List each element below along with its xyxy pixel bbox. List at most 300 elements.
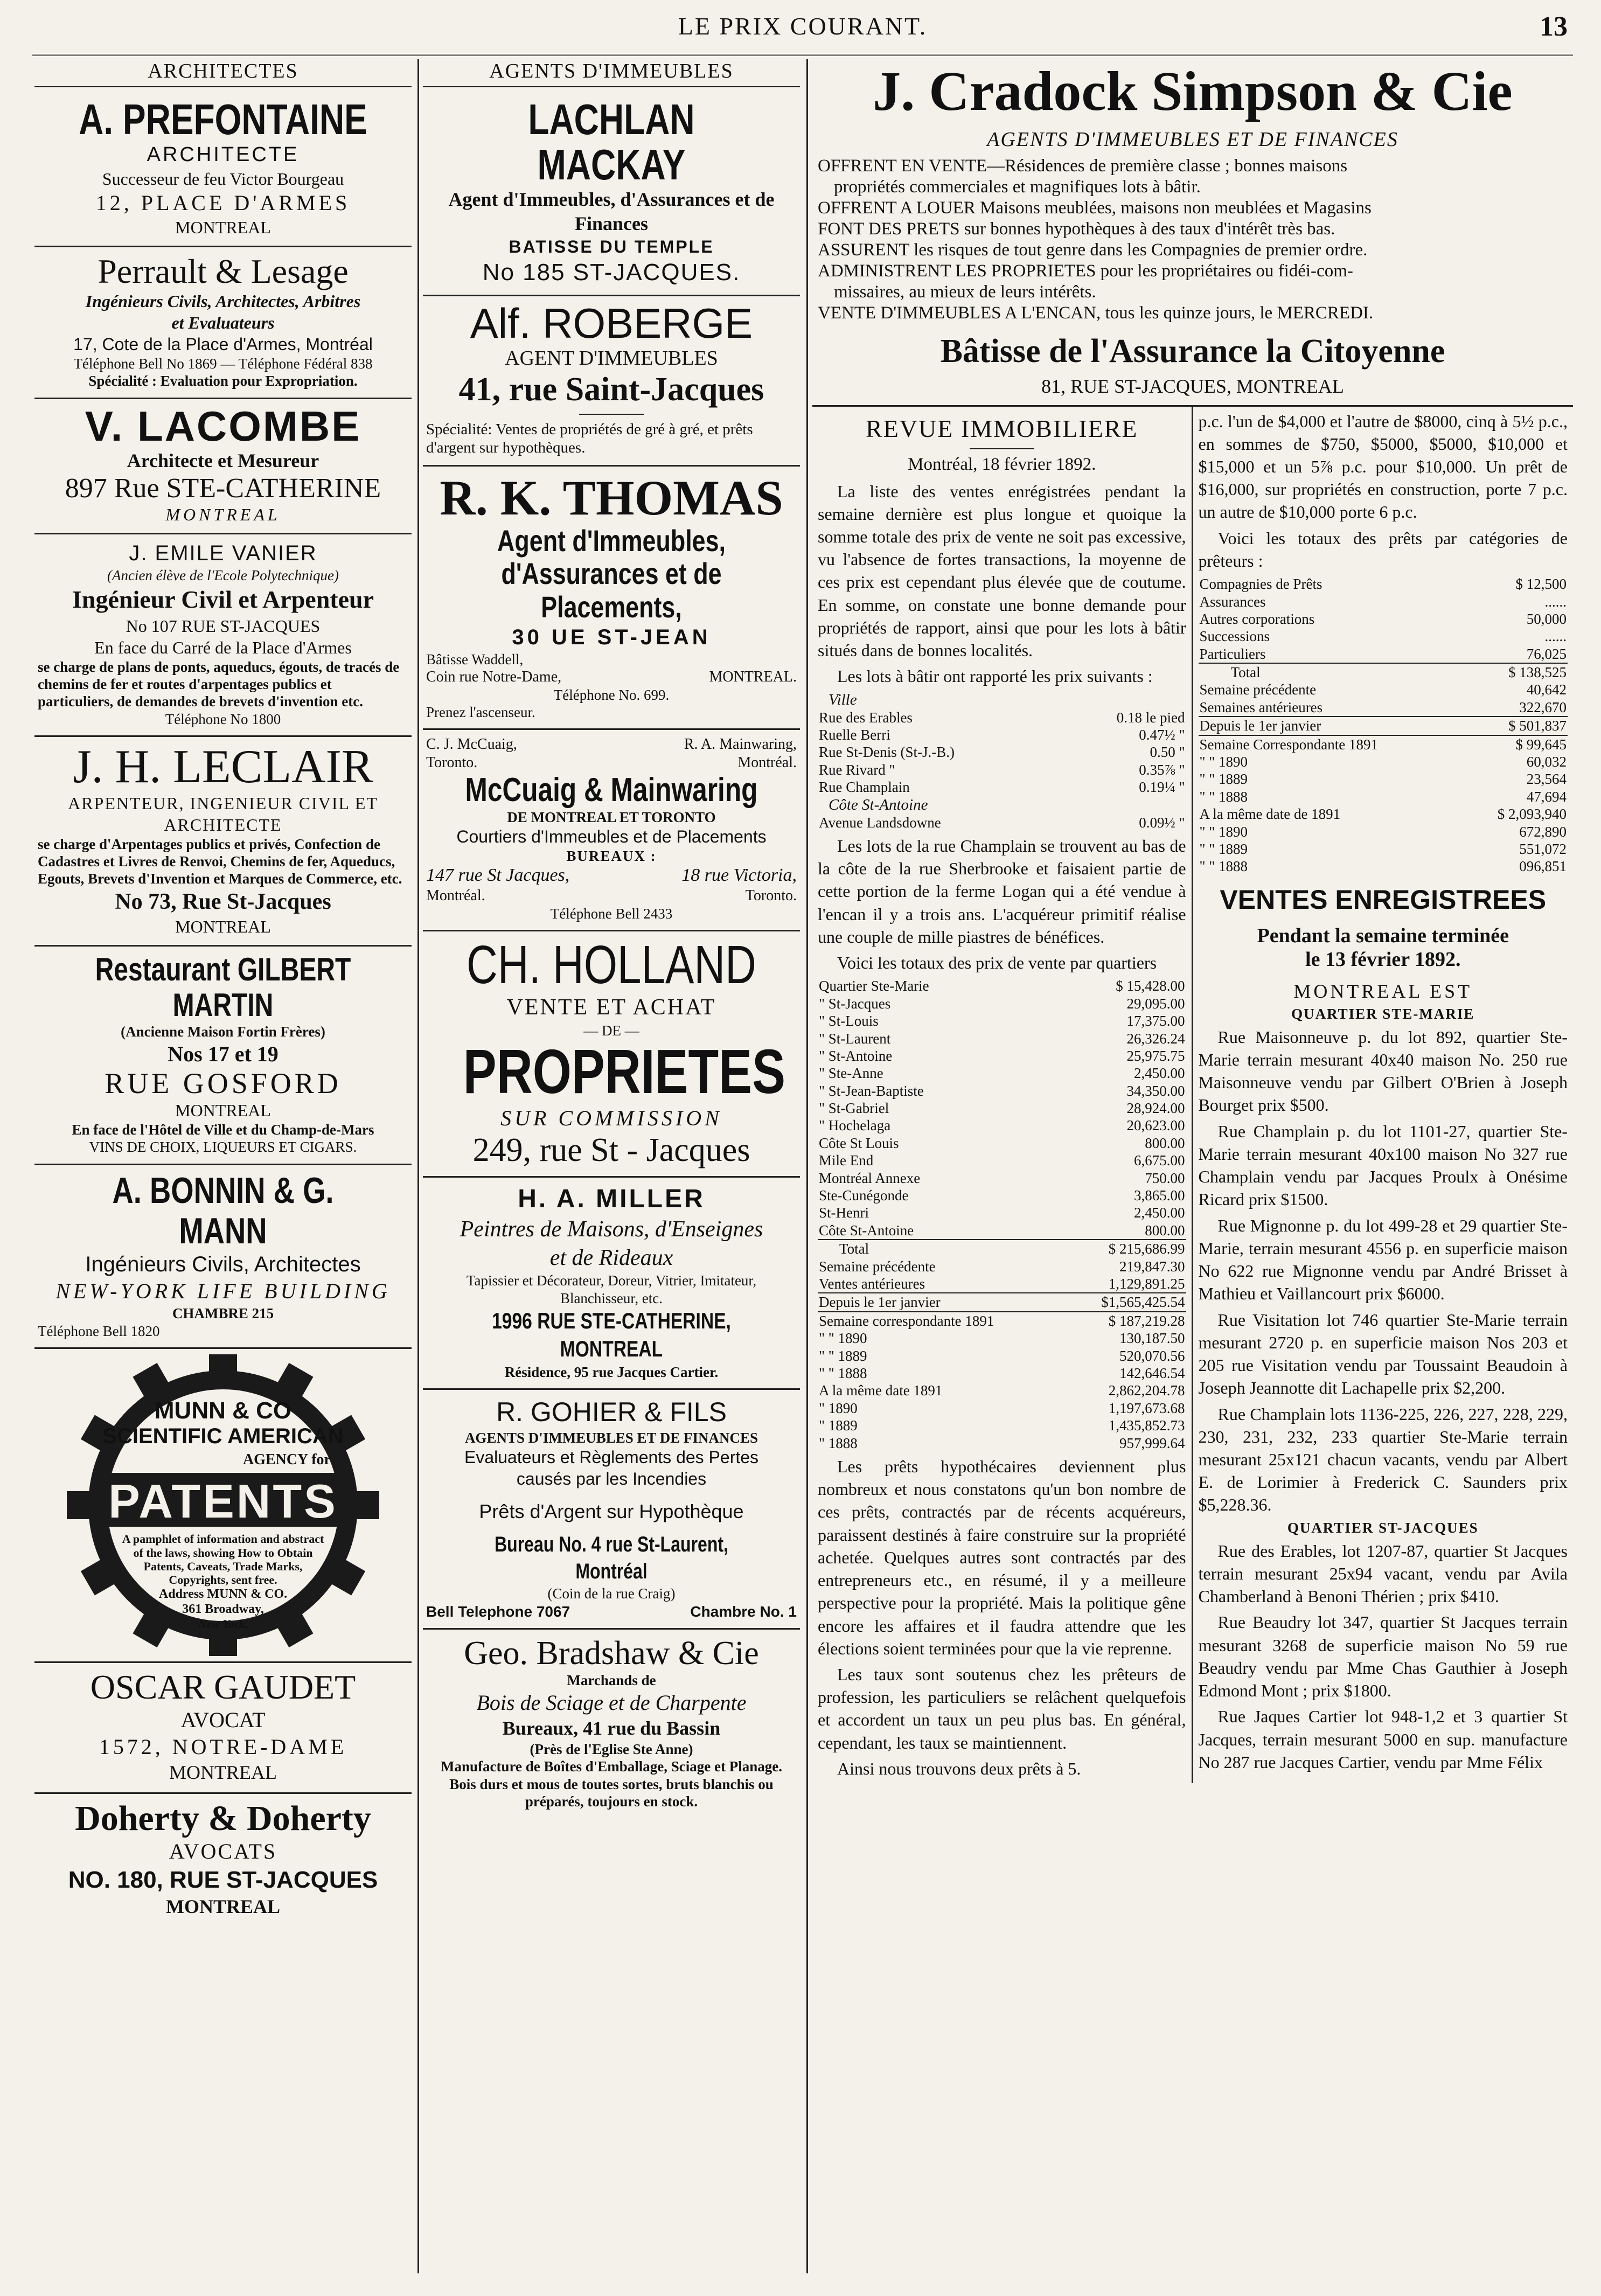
ad-text: — DE — bbox=[583, 1022, 639, 1039]
table-row bbox=[818, 1222, 1186, 1240]
ad-row bbox=[426, 865, 797, 887]
munn-address: 361 Broadway, bbox=[182, 1602, 264, 1617]
ad-text: Coin rue Notre-Dame, bbox=[426, 668, 562, 685]
ad-role: AGENTS D'IMMEUBLES ET DE FINANCES bbox=[464, 1429, 758, 1446]
row-label: " " 1888 bbox=[1199, 788, 1248, 805]
table-row bbox=[1199, 575, 1568, 593]
ad-role: AGENT D'IMMEUBLES bbox=[505, 346, 718, 370]
ad-note: (Ancien élève de l'Ecole Polytechnique) bbox=[107, 567, 339, 583]
ad-address: 12, PLACE D'ARMES bbox=[95, 190, 351, 215]
row-value: 3,865.00 bbox=[1134, 1187, 1185, 1204]
row-value: 60,032 bbox=[1526, 754, 1567, 770]
ad-vanier bbox=[34, 534, 412, 737]
table-row bbox=[1199, 788, 1568, 805]
row-label: " " 1889 bbox=[1199, 771, 1248, 788]
ad-phone: Téléphone Bell 1820 bbox=[38, 1323, 160, 1339]
section-heading: ARCHITECTES bbox=[34, 59, 412, 87]
ad-city: MONTREAL bbox=[175, 917, 271, 937]
table-row bbox=[818, 1030, 1186, 1047]
ad-address: Bureau No. 4 rue St-Laurent, Montréal bbox=[495, 1533, 728, 1584]
table-row bbox=[818, 1082, 1186, 1100]
ad-text: En face du Carré de la Place d'Armes bbox=[94, 637, 352, 657]
ad-address: 17, Cote de la Place d'Armes, Montréal bbox=[73, 334, 373, 354]
ad-building: Bâtisse de l'Assurance la Citoyenne bbox=[940, 332, 1445, 370]
row-value: 50,000 bbox=[1526, 610, 1567, 627]
row-label: " St-Gabriel bbox=[819, 1100, 889, 1117]
table-row bbox=[818, 1435, 1186, 1452]
ad-name: Restaurant GILBERT MARTIN bbox=[95, 951, 351, 1024]
row-label: Montréal Annexe bbox=[819, 1170, 921, 1186]
row-value: 26,326.24 bbox=[1126, 1030, 1185, 1047]
table-row bbox=[1199, 716, 1568, 735]
column-rule bbox=[417, 59, 419, 2273]
sale-entry: Rue Beaudry lot 347, quartier St Jacques terrain mesurant 3268 de superficie maison No 59 rue Beaudry vendu par Mme Chas Gauthier à Joseph Edmond Mont ; prix $1800. bbox=[1198, 1612, 1568, 1701]
ad-text: CHAMBRE 215 bbox=[172, 1305, 274, 1322]
ad-line: OFFRENT A LOUER Maisons meublées, maisons non meublées et Magasins bbox=[818, 198, 1372, 218]
ad-role: AVOCAT bbox=[180, 1707, 266, 1732]
ad-address: 1572, NOTRE-DAME bbox=[99, 1734, 347, 1759]
ad-row bbox=[426, 1603, 797, 1621]
row-value: $ 2,093,940 bbox=[1497, 806, 1567, 823]
row-label: Quartier Ste-Marie bbox=[819, 978, 929, 994]
table-row bbox=[818, 814, 1186, 831]
row-value: 750.00 bbox=[1145, 1170, 1185, 1186]
row-value: 0.35⅞ " bbox=[1139, 761, 1185, 778]
ad-text: Résidence, 95 rue Jacques Cartier. bbox=[504, 1363, 719, 1380]
row-label: Compagnies de Prêts bbox=[1199, 576, 1322, 593]
table-row bbox=[818, 1400, 1186, 1417]
sale-entry: Rue des Erables, lot 1207-87, quartier St Jacques terrain mesurant 25x94 vacant, vendu par Avila Chamberland à Benoni Thérien ; prix $410. bbox=[1198, 1541, 1568, 1606]
ad-gohier bbox=[423, 1390, 800, 1630]
ad-bonnin-mann bbox=[34, 1165, 412, 1349]
row-value: 23,564 bbox=[1526, 771, 1567, 788]
ad-line: VENTE D'IMMEUBLES A L'ENCAN, tous les quinze jours, le MERCREDI. bbox=[818, 303, 1374, 323]
row-value: $ 501,837 bbox=[1508, 718, 1567, 734]
ad-city: MONTREAL. bbox=[709, 668, 797, 685]
subtitle-line: Pendant la semaine terminée bbox=[1257, 924, 1509, 947]
ad-text: VINS DE CHOIX, LIQUEURS ET CIGARS. bbox=[89, 1139, 357, 1156]
ad-role: ARCHITECTE bbox=[164, 815, 282, 834]
table-row bbox=[818, 1258, 1186, 1275]
munn-top: MUNN & CO bbox=[154, 1397, 292, 1424]
article-title: REVUE IMMOBILIERE bbox=[866, 414, 1138, 442]
row-label: Assurances bbox=[1199, 593, 1266, 610]
row-value: $ 15,428.00 bbox=[1116, 978, 1185, 994]
ad-text: Toronto. bbox=[426, 754, 478, 771]
row-label: Semaine Correspondante 1891 bbox=[1199, 736, 1378, 753]
row-label: A la même date 1891 bbox=[819, 1382, 943, 1399]
row-label: Ste-Cunégonde bbox=[819, 1187, 909, 1204]
ad-name: J. EMILE VANIER bbox=[129, 541, 317, 565]
row-label: Côte St Louis bbox=[819, 1135, 899, 1151]
row-label: Semaine correspondante 1891 bbox=[819, 1312, 994, 1329]
ad-phone: Bell Telephone 7067 bbox=[426, 1603, 570, 1620]
row-value: 20,623.00 bbox=[1126, 1117, 1185, 1134]
sale-entry: Rue Champlain lots 1136-225, 226, 227, 228, 229, 230, 231, 232, 233 quartier Ste-Marie terrain mesurant 25x121 chacun vacants, vendu par Albert E. de Lorimier à Frederick C. Saunders prix $5,228.36. bbox=[1198, 1404, 1568, 1515]
row-value: 0.09½ " bbox=[1139, 814, 1185, 831]
ad-name: J. H. LECLAIR bbox=[73, 741, 373, 794]
row-value: 1,435,852.73 bbox=[1108, 1417, 1185, 1434]
table-row bbox=[818, 1347, 1186, 1365]
ad-role: et Evaluateurs bbox=[171, 312, 275, 332]
row-value: 29,095.00 bbox=[1126, 995, 1185, 1012]
munn-patents: PATENTS bbox=[108, 1474, 338, 1528]
ad-address: No 185 ST-JACQUES. bbox=[482, 259, 741, 286]
row-value: 1,129,891.25 bbox=[1108, 1276, 1185, 1292]
quartier-heading: QUARTIER STE-MARIE bbox=[1291, 1005, 1475, 1022]
munn-agency: AGENCY for bbox=[242, 1451, 331, 1469]
row-label: " St-Jean-Baptiste bbox=[819, 1082, 924, 1099]
ad-text: (Coin de la rue Craig) bbox=[547, 1585, 676, 1602]
ad-text: Prêts d'Argent sur Hypothèque bbox=[479, 1500, 744, 1523]
ad-address: 41, rue Saint-Jacques bbox=[458, 371, 764, 408]
row-value: 096,851 bbox=[1519, 858, 1567, 875]
ad-text: Successeur de feu Victor Bourgeau bbox=[102, 169, 344, 189]
row-label: Successions bbox=[1199, 628, 1270, 645]
ad-name: V. LACOMBE bbox=[85, 402, 361, 450]
ad-text: se charge de plans de ponts, aqueducs, égouts, de tracés de chemins de fer et routes d'arpentages publics et particuliers, de demandes de brevets d'invention etc. bbox=[38, 658, 400, 710]
ad-role: Ingénieurs Civils, Architectes bbox=[85, 1253, 361, 1277]
row-value: $ 99,645 bbox=[1515, 736, 1567, 753]
ad-thomas bbox=[423, 467, 800, 730]
ad-address: RUE GOSFORD bbox=[105, 1067, 342, 1100]
row-label: Ventes antérieures bbox=[819, 1276, 925, 1292]
row-label: Total bbox=[839, 1241, 869, 1257]
table-row bbox=[818, 1365, 1186, 1382]
row-value: 800.00 bbox=[1145, 1222, 1185, 1239]
table-row bbox=[818, 1187, 1186, 1204]
table-row bbox=[818, 709, 1186, 726]
ad-name: A. PREFONTAINE bbox=[79, 95, 367, 143]
ad-name: R. K. THOMAS bbox=[440, 470, 783, 526]
row-label: " 1888 bbox=[819, 1435, 858, 1451]
article-paragraph: Les lots à bâtir ont rapporté les prix suivants : bbox=[837, 666, 1153, 686]
row-value: 2,450.00 bbox=[1134, 1065, 1185, 1082]
ad-bradshaw bbox=[423, 1630, 800, 1818]
row-label: " " 1890 bbox=[819, 1330, 867, 1347]
quartier-heading: QUARTIER ST-JACQUES bbox=[1287, 1519, 1479, 1536]
table-row bbox=[1199, 663, 1568, 681]
ad-address: 249, rue St - Jacques bbox=[472, 1131, 750, 1168]
lot-price-table bbox=[818, 709, 1186, 796]
row-label: " " 1889 bbox=[1199, 841, 1248, 857]
ad-name: H. A. MILLER bbox=[518, 1185, 705, 1214]
row-label: " Hochelaga bbox=[819, 1117, 891, 1134]
ad-address: 81, RUE ST-JACQUES, MONTREAL bbox=[1041, 375, 1344, 397]
ad-text: Evaluateurs et Règlements des Pertes bbox=[464, 1448, 759, 1467]
ad-address: 18 rue Victoria, bbox=[681, 865, 797, 886]
district-heading: MONTREAL EST bbox=[1293, 980, 1473, 1002]
row-value: 957,999.64 bbox=[1119, 1435, 1185, 1451]
ad-text: SUR COMMISSION bbox=[500, 1105, 722, 1130]
row-label: Rue St-Denis (St-J.-B.) bbox=[819, 744, 955, 761]
row-value: 34,350.00 bbox=[1126, 1082, 1185, 1099]
table-row bbox=[818, 995, 1186, 1012]
ad-role: ARPENTEUR, INGENIEUR CIVIL ET bbox=[68, 793, 378, 813]
subtitle-line: le 13 février 1892. bbox=[1305, 948, 1461, 971]
table-row bbox=[1199, 593, 1568, 610]
column-rule bbox=[806, 59, 808, 2273]
ad-text: Tapissier et Décorateur, Doreur, Vitrier, Imitateur, Blanchisseur, etc. bbox=[466, 1272, 757, 1306]
ad-role: et de Rideaux bbox=[549, 1245, 673, 1270]
ad-city: MONTREAL bbox=[175, 1101, 271, 1121]
table-row bbox=[818, 1417, 1186, 1434]
row-value: 322,670 bbox=[1519, 699, 1567, 715]
ad-restaurant-gilbert-martin bbox=[34, 947, 412, 1165]
row-label: " Ste-Anne bbox=[819, 1065, 883, 1082]
ad-role: Architecte et Mesureur bbox=[127, 449, 319, 471]
table-row bbox=[818, 1117, 1186, 1134]
row-value: 0.47½ " bbox=[1139, 727, 1185, 743]
divider bbox=[579, 414, 644, 415]
ad-address: NO. 180, RUE ST-JACQUES bbox=[68, 1867, 378, 1894]
ad-role: Ingénieurs Civils, Architectes, Arbitres bbox=[85, 291, 361, 311]
table-row bbox=[818, 1330, 1186, 1347]
ad-line: ADMINISTRENT LES PROPRIETES pour les propriétaires ou fidéi-com- bbox=[818, 261, 1353, 281]
row-value: $1,565,425.54 bbox=[1101, 1294, 1185, 1311]
ad-lacombe bbox=[34, 399, 412, 534]
ad-text: Manufacture de Boîtes d'Emballage, Sciage et Planage. bbox=[441, 1758, 782, 1775]
table-caption: Côte St-Antoine bbox=[829, 796, 928, 813]
ad-address: 147 rue St Jacques, bbox=[426, 865, 570, 886]
table-row bbox=[818, 1135, 1186, 1152]
ad-row bbox=[426, 887, 797, 905]
table-row bbox=[818, 1312, 1186, 1330]
row-label: " " 1888 bbox=[819, 1365, 867, 1381]
row-label: St-Henri bbox=[819, 1205, 869, 1221]
munn-address: Address MUNN & CO. bbox=[158, 1587, 288, 1602]
munn-text: A pamphlet of information and abstract of the laws, showing How to Obtain Patents, Caveats, Trade Marks, Copyrights, sent free. bbox=[122, 1532, 324, 1587]
row-label: Semaine précédente bbox=[819, 1258, 936, 1275]
row-value: $ 187,219.28 bbox=[1108, 1312, 1185, 1329]
ad-text: Montréal. bbox=[737, 754, 797, 771]
table-row bbox=[1199, 645, 1568, 663]
row-value: ...... bbox=[1544, 628, 1567, 645]
ad-name: OSCAR GAUDET bbox=[90, 1668, 356, 1707]
article-paragraph: Les prêts hypothécaires deviennent plus nombreux et nous constatons qu'un bon nombre de ces prêts, contractés par de récents acquéreurs, paraissent destinés à faire construire sur la propriété achetée. Quelques autres sont contractés par des entrepreneurs etc., en résumé, il y a meilleure perspective pour la propriété. Mais la politique gêne encore les affaires et il faudra attendre que les élections soient terminées pour que la vie reprenne. bbox=[818, 1456, 1186, 1658]
row-label: Mile End bbox=[819, 1152, 874, 1169]
row-label: " St-Antoine bbox=[819, 1047, 893, 1064]
row-label: Depuis le 1er janvier bbox=[819, 1294, 941, 1311]
ad-address: No 107 RUE ST-JACQUES bbox=[126, 616, 321, 636]
table-row bbox=[818, 1240, 1186, 1257]
lenders-table bbox=[1199, 575, 1568, 875]
ad-name: LACHLAN MACKAY bbox=[528, 95, 695, 189]
row-label: Autres corporations bbox=[1199, 610, 1315, 627]
table-row bbox=[1199, 858, 1568, 875]
column-agents bbox=[423, 59, 800, 1818]
row-value: 40,642 bbox=[1526, 681, 1567, 698]
article-paragraph: Les taux sont soutenus chez les prêteurs de profession, les particuliers se relâchent quelquefois et accordent un taux un peu plus bas. En général, cependant, les taux se maintiennent. bbox=[818, 1665, 1186, 1752]
table-row bbox=[1199, 681, 1568, 698]
section-subtitle bbox=[1199, 924, 1568, 971]
table-row bbox=[818, 778, 1186, 796]
ad-role: Bois de Sciage et de Charpente bbox=[476, 1690, 747, 1715]
ad-text: Chambre No. 1 bbox=[690, 1603, 797, 1620]
ad-perrault-lesage bbox=[34, 247, 412, 399]
ad-mccuaig bbox=[423, 730, 800, 931]
ad-mackay bbox=[423, 92, 800, 296]
column-main bbox=[812, 59, 1573, 1783]
row-value: 800.00 bbox=[1145, 1135, 1185, 1151]
ad-role: Peintres de Maisons, d'Enseignes bbox=[460, 1217, 763, 1242]
row-value: 2,862,204.78 bbox=[1108, 1382, 1185, 1399]
table-row bbox=[818, 1170, 1186, 1187]
newspaper-title: LE PRIX COURANT. bbox=[678, 12, 928, 40]
row-label: " St-Laurent bbox=[819, 1030, 891, 1047]
table-row bbox=[1199, 610, 1568, 628]
table-row bbox=[818, 1382, 1186, 1399]
ad-city: MONTREAL bbox=[165, 504, 281, 524]
row-label: Côte St-Antoine bbox=[819, 1222, 914, 1239]
ad-oscar-gaudet bbox=[34, 1663, 412, 1793]
ad-text: BUREAUX : bbox=[566, 848, 657, 865]
row-label: " St-Jacques bbox=[819, 995, 891, 1012]
ad-text: DE MONTREAL ET TORONTO bbox=[507, 809, 716, 825]
ad-name: CH. HOLLAND bbox=[467, 935, 756, 996]
ad-text: Spécialité : Evaluation pour Expropriation. bbox=[88, 373, 358, 389]
sale-entry: Rue Jaques Cartier lot 948-1,2 et 3 quartier St Jacques, terrain mesurant 5000 en sup. manufacture No 287 rue Jacques Cartier, vendu par Mme Félix bbox=[1198, 1707, 1568, 1772]
row-value: 6,675.00 bbox=[1134, 1152, 1185, 1169]
ad-phone: Téléphone No 1800 bbox=[165, 711, 281, 727]
row-value: 142,646.54 bbox=[1119, 1365, 1185, 1381]
ad-address: 1996 RUE STE-CATHERINE, MONTREAL bbox=[492, 1307, 731, 1362]
row-value: 0.18 le pied bbox=[1116, 709, 1185, 726]
page-number: 13 bbox=[1540, 11, 1568, 42]
ad-name: Alf. ROBERGE bbox=[470, 300, 753, 347]
ad-city: MONTREAL bbox=[175, 217, 271, 237]
row-label: " 1890 bbox=[819, 1400, 858, 1416]
ad-role: ARCHITECTE bbox=[147, 143, 300, 166]
row-label: Particuliers bbox=[1199, 645, 1266, 662]
table-row bbox=[818, 1293, 1186, 1311]
article-paragraph: Ainsi nous trouvons deux prêts à 5. bbox=[837, 1758, 1081, 1778]
row-label: " " 1890 bbox=[1199, 823, 1248, 840]
row-value: 0.50 " bbox=[1150, 744, 1185, 761]
table-row bbox=[1199, 735, 1568, 753]
section-title: VENTES ENREGISTREES bbox=[1220, 884, 1547, 915]
row-label: A la même date de 1891 bbox=[1199, 806, 1341, 823]
ad-name: McCuaig & Mainwaring bbox=[465, 771, 758, 809]
table-row bbox=[1199, 823, 1568, 840]
ad-name: A. BONNIN & G. MANN bbox=[112, 1170, 334, 1251]
row-label: " " 1888 bbox=[1199, 858, 1248, 875]
article-paragraph: Voici les totaux des prêts par catégories de prêteurs : bbox=[1198, 528, 1568, 570]
row-value: 520,070.56 bbox=[1119, 1347, 1185, 1364]
ad-name: J. Cradock Simpson & Cie bbox=[873, 60, 1513, 122]
ad-address: Bureaux, 41 rue du Bassin bbox=[502, 1717, 721, 1739]
row-value: 28,924.00 bbox=[1126, 1100, 1185, 1117]
ad-name: Geo. Bradshaw & Cie bbox=[464, 1635, 759, 1672]
table-row bbox=[1199, 840, 1568, 858]
ad-miller bbox=[423, 1178, 800, 1390]
table-row bbox=[1199, 628, 1568, 645]
table-row bbox=[1199, 805, 1568, 823]
row-label: " St-Louis bbox=[819, 1013, 879, 1029]
ad-munn-patents bbox=[34, 1354, 412, 1663]
row-value: $ 215,686.99 bbox=[1108, 1241, 1185, 1257]
table-row bbox=[818, 761, 1186, 778]
ad-text: R. A. Mainwaring, bbox=[684, 736, 797, 753]
row-value: 0.19¼ " bbox=[1139, 779, 1185, 796]
ad-text: BATISSE DU TEMPLE bbox=[509, 237, 714, 256]
munn-address: New York. bbox=[198, 1617, 248, 1631]
ad-line: ASSURENT les risques de tout genre dans les Compagnies de premier ordre. bbox=[818, 240, 1368, 260]
divider bbox=[970, 448, 1034, 449]
row-label: Rue Rivard " bbox=[819, 761, 895, 778]
row-value: $ 138,525 bbox=[1508, 664, 1567, 681]
quartier-totals-table bbox=[818, 977, 1186, 1452]
row-value: 1,197,673.68 bbox=[1108, 1400, 1185, 1416]
row-label: Depuis le 1er janvier bbox=[1199, 718, 1321, 734]
ad-big: PROPRIETES bbox=[463, 1036, 785, 1107]
ad-name: Doherty & Doherty bbox=[75, 1798, 371, 1838]
table-row bbox=[1199, 753, 1568, 770]
ad-role: AGENTS D'IMMEUBLES ET DE FINANCES bbox=[987, 128, 1398, 151]
article-revue-immobiliere bbox=[812, 407, 1193, 1784]
ad-text: En face de l'Hôtel de Ville et du Champ-de-Mars bbox=[72, 1122, 374, 1138]
ad-cradock-simpson bbox=[812, 59, 1573, 407]
table-row bbox=[818, 1064, 1186, 1082]
row-value: 47,694 bbox=[1526, 788, 1567, 805]
ad-city: MONTREAL bbox=[165, 1896, 280, 1918]
row-label: Rue des Erables bbox=[819, 709, 913, 726]
sale-entry: Rue Maisonneuve p. du lot 892, quartier Ste-Marie terrain mesurant 40x40 maison No. 250 rue Maisonneuve vendu par Gilbert O'Brien à Joseph Bourget prix $500. bbox=[1198, 1027, 1568, 1115]
row-label: Avenue Landsdowne bbox=[819, 814, 941, 831]
ad-text: se charge d'Arpentages publics et privés, Confection de Cadastres et Livres de Renvoi, Chemins de fer, Aqueducs, Egouts, Brevets d'Invention et Marques de Commerce, etc. bbox=[38, 836, 402, 887]
table-row bbox=[1199, 699, 1568, 716]
sale-entry: Rue Visitation lot 746 quartier Ste-Marie terrain mesurant 2720 p. en superficie maison Nos 203 et 205 rue Visitation vendu par Toussaint Beaudoin à Joseph Jeannotte dit Lachapelle prix $2,200. bbox=[1198, 1310, 1568, 1398]
ad-phone: Téléphone Bell 2433 bbox=[550, 905, 673, 922]
ad-name: R. GOHIER & FILS bbox=[496, 1397, 727, 1428]
ad-row bbox=[426, 754, 797, 772]
ad-row bbox=[426, 735, 797, 754]
article-paragraph: p.c. l'un de $4,000 et l'autre de $8000, cinq à 5½ p.c., en sommes de $750, $5000, $5000, $10,000 et $15,000 et un 5⅞ p.c. pour $10,000. Un prêt de $16,000, sur propriétés en construction, porte 7 p.c. un autre de $10,000 porte 6 p.c. bbox=[1198, 411, 1568, 522]
article-paragraph: Les lots de la rue Champlain se trouvent au bas de la côte de la rue Sherbrooke et faisaient partie de cette portion de la ferme Logan qui a été vendue à l'encan il y a trois ans. L'acquéreur primitif réalise une couple de mille piastres de bénéfices. bbox=[818, 836, 1186, 947]
ad-role: AVOCATS bbox=[169, 1839, 277, 1864]
row-value: $ 12,500 bbox=[1515, 576, 1567, 593]
row-value: 2,450.00 bbox=[1134, 1205, 1185, 1221]
row-value: 130,187.50 bbox=[1119, 1330, 1185, 1347]
article-columns bbox=[812, 407, 1573, 1784]
table-row bbox=[818, 1100, 1186, 1117]
ad-roberge bbox=[423, 296, 800, 467]
lot-price-table bbox=[818, 814, 1186, 831]
ad-holland bbox=[423, 931, 800, 1178]
munn-arc: SCIENTIFIC AMERICAN bbox=[102, 1424, 344, 1449]
ad-text: Marchands de bbox=[567, 1672, 656, 1689]
row-value: 219,847.30 bbox=[1119, 1258, 1185, 1275]
table-row bbox=[818, 1152, 1186, 1169]
ad-line: missaires, au mieux de leurs intérêts. bbox=[834, 282, 1096, 302]
gear-logo bbox=[56, 1354, 390, 1656]
ad-name: Perrault & Lesage bbox=[98, 252, 349, 290]
ad-text: Bois durs et mous de toutes sortes, bruts blanchis ou préparés, toujours en stock. bbox=[449, 1776, 774, 1810]
table-row bbox=[818, 1204, 1186, 1221]
row-value: 25,975.75 bbox=[1126, 1047, 1185, 1064]
table-row bbox=[818, 743, 1186, 761]
ad-address: NEW-YORK LIFE BUILDING bbox=[55, 1279, 391, 1304]
column-architectes bbox=[34, 59, 412, 1926]
table-row bbox=[1199, 770, 1568, 788]
article-date: Montréal, 18 février 1892. bbox=[908, 454, 1096, 474]
ad-phone: Téléphone No. 699. bbox=[553, 686, 670, 703]
ad-text: Spécialité: Ventes de propriétés de gré à gré, et prêts d'argent sur hypothèques. bbox=[426, 420, 753, 457]
row-label: Ruelle Berri bbox=[819, 727, 890, 743]
ad-note: (Ancienne Maison Fortin Frères) bbox=[121, 1024, 325, 1040]
page-header bbox=[32, 4, 1573, 56]
row-value: 17,375.00 bbox=[1126, 1013, 1185, 1029]
